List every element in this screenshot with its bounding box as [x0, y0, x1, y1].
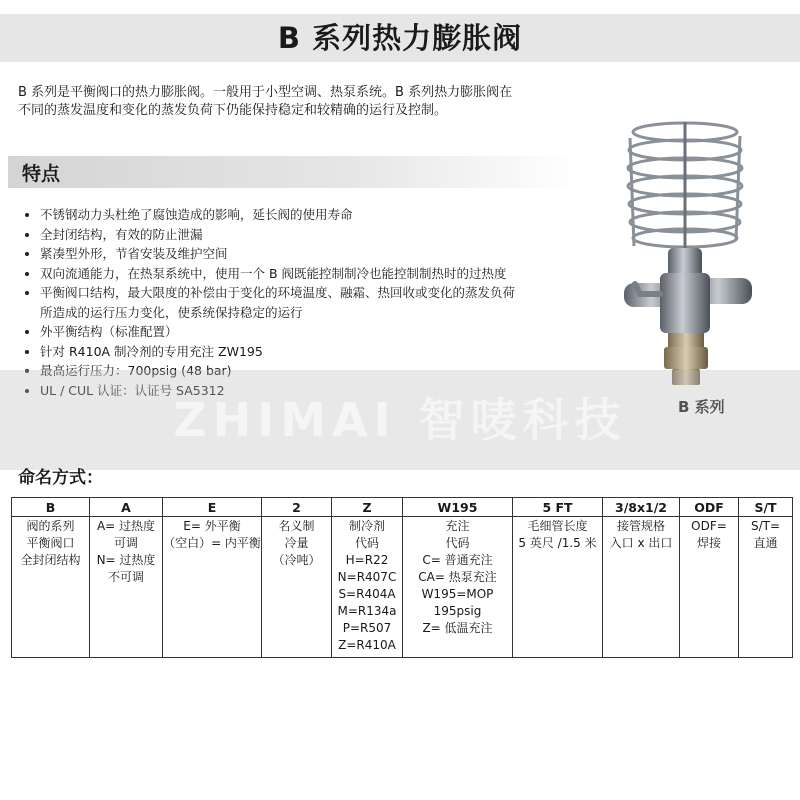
page-title: B 系列热力膨胀阀 — [277, 21, 523, 55]
features-heading: 特点 — [22, 163, 61, 185]
feature-item: 外平衡结构（标准配置） — [22, 322, 522, 342]
naming-header: S/T — [739, 498, 793, 517]
naming-cell: S/T= 直通 — [739, 517, 793, 658]
naming-header: 3/8x1/2 — [603, 498, 680, 517]
naming-header: A — [90, 498, 163, 517]
naming-detail-row — [12, 517, 793, 658]
naming-header: 5 FT — [513, 498, 603, 517]
naming-cell: E= 外平衡 （空白）= 内平衡 — [163, 517, 262, 658]
naming-cell: 名义制 冷量 （冷吨） — [262, 517, 332, 658]
naming-cell: 制冷剂 代码 H=R22 N=R407C S=R404A M=R134a P=R507 Z=R410A — [332, 517, 403, 658]
features-section-header — [8, 156, 578, 188]
title-bar — [0, 14, 800, 62]
naming-header: B — [12, 498, 90, 517]
naming-table — [11, 497, 793, 658]
naming-cell: 毛细管长度 5 英尺 /1.5 米 — [513, 517, 603, 658]
naming-cell: 充注 代码 C= 普通充注 CA= 热泵充注 W195=MOP 195psig Z= 低温充注 — [403, 517, 513, 658]
naming-cell: A= 过热度 可调 N= 过热度 不可调 — [90, 517, 163, 658]
feature-item: 双向流通能力，在热泵系统中，使用一个 B 阀既能控制制冷也能控制制热时的过热度 — [22, 264, 522, 284]
feature-item: 平衡阀口结构，最大限度的补偿由于变化的环境温度、融霜、热回收或变化的蒸发负荷所造成的运行压力变化，使系统保持稳定的运行 — [22, 283, 522, 322]
naming-cell: ODF= 焊接 — [680, 517, 739, 658]
features-list — [22, 205, 522, 400]
intro-paragraph: B 系列是平衡阀口的热力膨胀阀。一般用于小型空调、热泵系统。B 系列热力膨胀阀在不同的蒸发温度和变化的蒸发负荷下仍能保持稳定和较精确的运行及控制。 — [18, 85, 513, 118]
feature-item: 全封闭结构，有效的防止泄漏 — [22, 225, 522, 245]
feature-item: 紧凑型外形，节省安装及维护空间 — [22, 244, 522, 264]
feature-item: 不锈钢动力头杜绝了腐蚀造成的影响，延长阀的使用寿命 — [22, 205, 522, 225]
watermark-logo: ZHIMAI 智唛科技 — [173, 393, 627, 447]
naming-header: ODF — [680, 498, 739, 517]
naming-header: W195 — [403, 498, 513, 517]
naming-header: E — [163, 498, 262, 517]
naming-title: 命名方式： — [18, 468, 103, 488]
feature-item: 针对 R410A 制冷剂的专用充注 ZW195 — [22, 342, 522, 362]
naming-cell: 阀的系列 平衡阀口 全封闭结构 — [12, 517, 90, 658]
product-caption: B 系列 — [678, 398, 725, 416]
feature-item: UL / CUL 认证：认证号 SA5312 — [22, 381, 522, 401]
naming-cell: 接管规格 入口 x 出口 — [603, 517, 680, 658]
naming-header: 2 — [262, 498, 332, 517]
feature-item: 最高运行压力：700psig (48 bar) — [22, 361, 522, 381]
expansion-valve-image — [590, 108, 780, 398]
naming-header-row — [12, 498, 793, 517]
naming-header: Z — [332, 498, 403, 517]
